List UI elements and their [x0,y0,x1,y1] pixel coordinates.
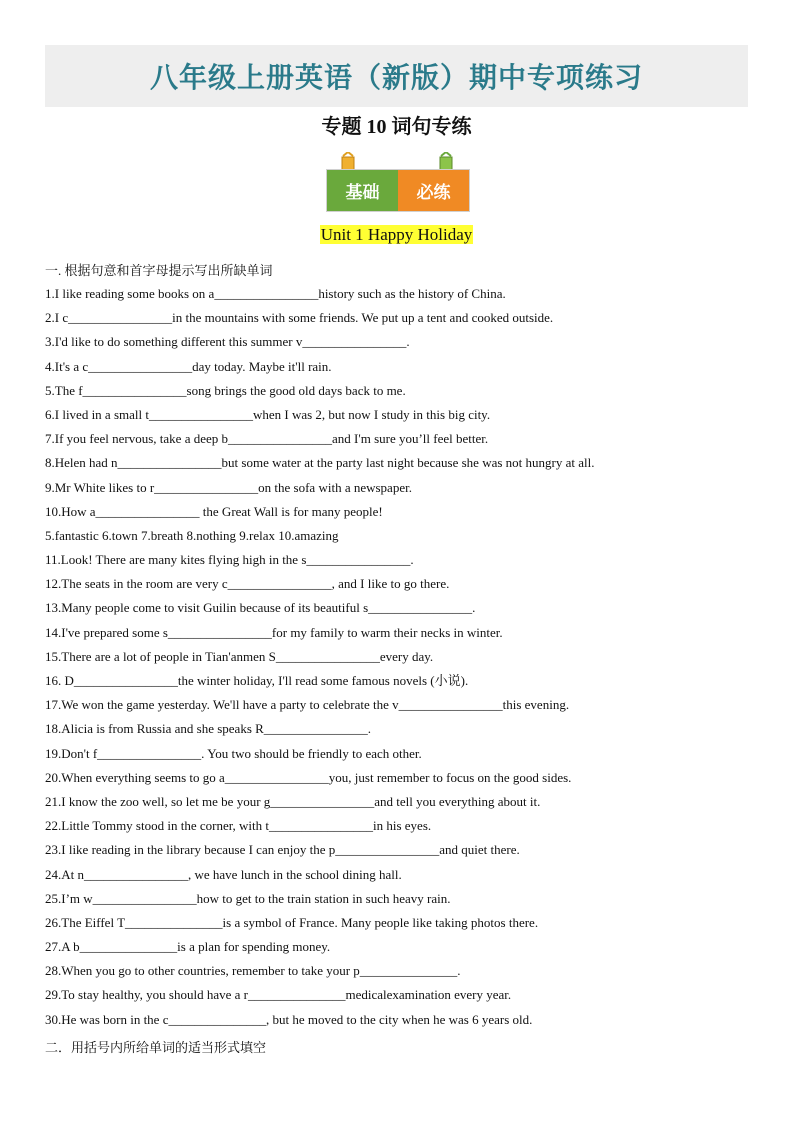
exercise-item: 27.A b_______________is a plan for spending money. [45,939,331,955]
exercise-item: 30.He was born in the c_______________, but he moved to the city when he was 6 years old. [45,1011,533,1027]
exercise-item: 3.I'd like to do something different this summer v________________. [45,334,410,350]
exercise-item: 7.If you feel nervous, take a deep b________________and I'm sure you’ll feel better. [45,431,489,447]
banner-title: 八年级上册英语（新版）期中专项练习 [149,61,643,94]
badge-left-label: 基础 [327,170,398,211]
section-title-1: 一. 根据句意和首字母提示写出所缺单词 [45,263,273,278]
exercise-item: 14.I've prepared some s________________for my family to warm their necks in winter. [45,624,503,640]
exercise-item: 20.When everything seems to go a________________you, just remember to focus on the good sides. [45,769,572,785]
exercise-item: 25.I’m w________________how to get to the train station in such heavy rain. [45,890,451,906]
exercise-item: 17.We won the game yesterday. We'll have a party to celebrate the v________________this evening. [45,697,570,713]
exercise-item: 11.Look! There are many kites flying high in the s________________. [45,552,414,568]
exercise-item: 18.Alicia is from Russia and she speaks R________________. [45,721,372,737]
exercise-item: 24.At n________________, we have lunch in the school dining hall. [45,866,402,882]
exercise-item: 16. D________________the winter holiday, I'll read some famous novels (小说). [45,673,469,688]
exercise-item: 29.To stay healthy, you should have a r_______________medicalexamination every year. [45,987,512,1003]
exercise-item: 23.I like reading in the library because I can enjoy the p________________and quiet there. [45,842,520,858]
exercise-item: 21.I know the zoo well, so let me be your g________________and tell you everything about it. [45,793,541,809]
exercise-item: 4.It's a c________________day today. Maybe it'll rain. [45,358,332,374]
basic-practice-badge [326,152,468,210]
exercise-item: 26.The Eiffel T_______________is a symbol of France. Many people like taking photos there. [45,914,539,930]
exercise-item: 6.I lived in a small t________________when I was 2, but now I study in this big city. [45,406,491,422]
exercise-item: 15.There are a lot of people in Tian'anmen S________________every day. [45,648,434,664]
page-subtitle: 专题 10 词句专练 [321,116,472,138]
unit-heading-text: Unit 1 Happy Holiday [320,225,473,244]
exercise-item: 10.How a________________ the Great Wall is for many people! [45,503,383,519]
exercise-item: 5.The f________________song brings the good old days back to me. [45,382,406,398]
exercise-item: 19.Don't f________________. You two should be friendly to each other. [45,745,422,761]
badge-box [326,169,470,212]
exercise-item: 2.I c________________in the mountains with some friends. We put up a tent and cooked outside. [45,310,554,326]
answer-line: 5.fantastic 6.town 7.breath 8.nothing 9.relax 10.amazing [45,527,339,543]
exercise-item: 22.Little Tommy stood in the corner, with t________________in his eyes. [45,818,432,834]
exercise-item: 28.When you go to other countries, remember to take your p_______________. [45,963,461,979]
exercise-item: 12.The seats in the room are very c________________, and I like to go there. [45,576,450,592]
exercise-item: 1.I like reading some books on a________________history such as the history of China. [45,286,506,301]
title-banner [45,45,748,107]
unit-heading [0,225,793,245]
badge-right-label: 必练 [398,170,469,211]
exercise-item: 13.Many people come to visit Guilin because of its beautiful s________________. [45,600,476,616]
exercise-list [45,285,755,1035]
section-title-2: 二．用括号内所给单词的适当形式填空 [45,1040,267,1055]
exercise-item: 9.Mr White likes to r________________on the sofa with a newspaper. [45,479,412,495]
exercise-item: 8.Helen had n________________but some water at the party last night because she was not hungry at all. [45,455,595,471]
